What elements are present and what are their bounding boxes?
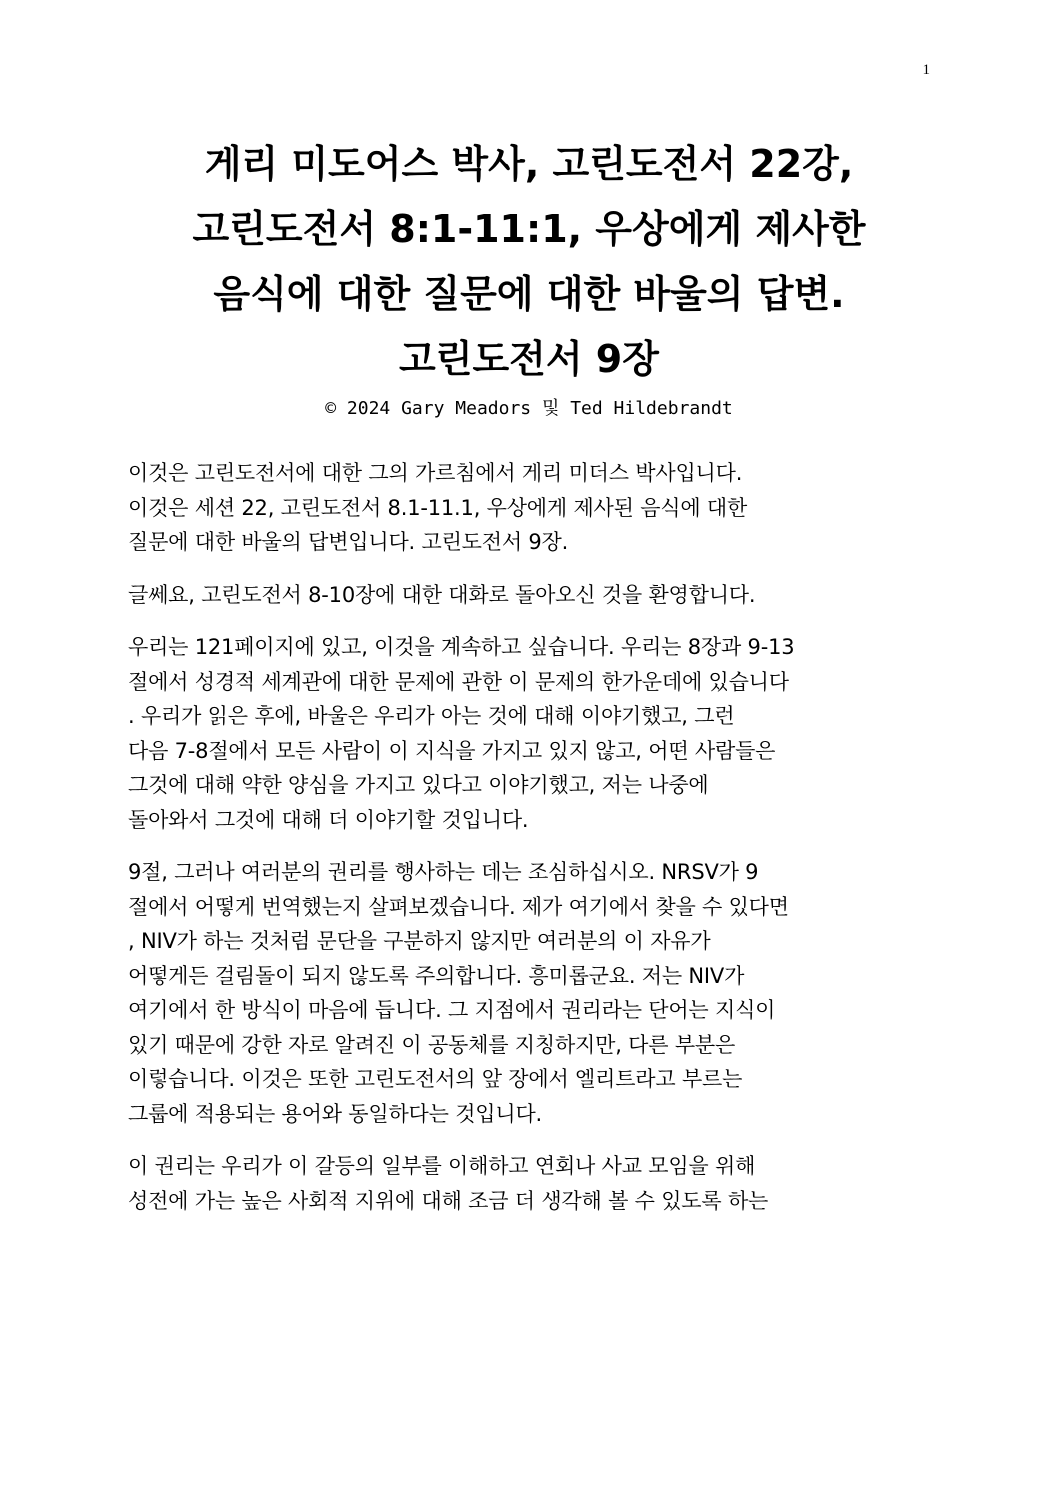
page-number: 1 [922, 62, 930, 78]
text-line: 글쎄요, 고린도전서 8-10장에 대한 대화로 돌아오신 것을 환영합니다. [128, 582, 756, 607]
text-line: 9절, 그러나 여러분의 권리를 행사하는 데는 조심하십시오. NRSV가 9 [128, 860, 759, 884]
text-line: 그것에 대해 약한 양심을 가지고 있다고 이야기했고, 저는 나중에 [128, 773, 709, 797]
text-line: 이것은 세션 22, 고린도전서 8.1-11.1, 우상에게 제사된 음식에 대한 [128, 495, 748, 520]
text-line: 이것은 고린도전서에 대한 그의 가르침에서 게리 미더스 박사입니다. [128, 461, 743, 485]
text-line: 있기 때문에 강한 자로 알려진 이 공동체를 지칭하지만, 다른 부분은 [128, 1032, 736, 1057]
text-line: 어떻게든 걸림돌이 되지 않도록 주의합니다. 흥미롭군요. 저는 NIV가 [128, 963, 745, 988]
text-line: 이렇습니다. 이것은 또한 고린도전서의 앞 장에서 엘리트라고 부르는 [128, 1067, 743, 1091]
text-line: 돌아와서 그것에 대해 더 이야기할 것입니다. [128, 807, 529, 832]
title-line: 고린도전서 8:1-11:1, 우상에게 제사한 [192, 207, 866, 251]
text-line: 절에서 성경적 세계관에 대한 문제에 관한 이 문제의 한가운데에 있습니다 [128, 669, 789, 694]
paragraph [128, 578, 930, 613]
text-line: 성전에 가는 높은 사회적 지위에 대해 조금 더 생각해 볼 수 있도록 하는 [128, 1188, 769, 1213]
paragraph [128, 456, 930, 560]
title-line: 음식에 대한 질문에 대한 바울의 답변. [213, 272, 845, 316]
text-line: 절에서 어떻게 번역했는지 살펴보겠습니다. 제가 여기에서 찾을 수 있다면 [128, 894, 789, 919]
paragraph [128, 630, 930, 837]
copyright-notice: © 2024 Gary Meadors 및 Ted Hildebrandt [325, 398, 733, 419]
text-line: . 우리가 읽은 후에, 바울은 우리가 아는 것에 대해 이야기했고, 그런 [128, 704, 735, 728]
title-line: 게리 미도어스 박사, 고린도전서 22강, [204, 142, 854, 186]
text-line: 여기에서 한 방식이 마음에 듭니다. 그 지점에서 권리라는 단어는 지식이 [128, 998, 776, 1022]
text-line: 그룹에 적용되는 용어와 동일하다는 것입니다. [128, 1101, 543, 1126]
text-line: 이 권리는 우리가 이 갈등의 일부를 이해하고 연회나 사교 모임을 위해 [128, 1154, 756, 1178]
document-title [128, 132, 930, 392]
text-line: 질문에 대한 바울의 답변입니다. 고린도전서 9장. [128, 530, 569, 554]
document-body [128, 456, 930, 1236]
text-line: 다음 7-8절에서 모든 사람이 이 지식을 가지고 있지 않고, 어떤 사람들은 [128, 738, 776, 763]
text-line: , NIV가 하는 것처럼 문단을 구분하지 않지만 여러분의 이 자유가 [128, 929, 711, 953]
paragraph [128, 855, 930, 1131]
title-line: 고린도전서 9장 [399, 337, 659, 381]
paragraph [128, 1149, 930, 1218]
text-line: 우리는 121페이지에 있고, 이것을 계속하고 싶습니다. 우리는 8장과 9-13 [128, 635, 795, 659]
